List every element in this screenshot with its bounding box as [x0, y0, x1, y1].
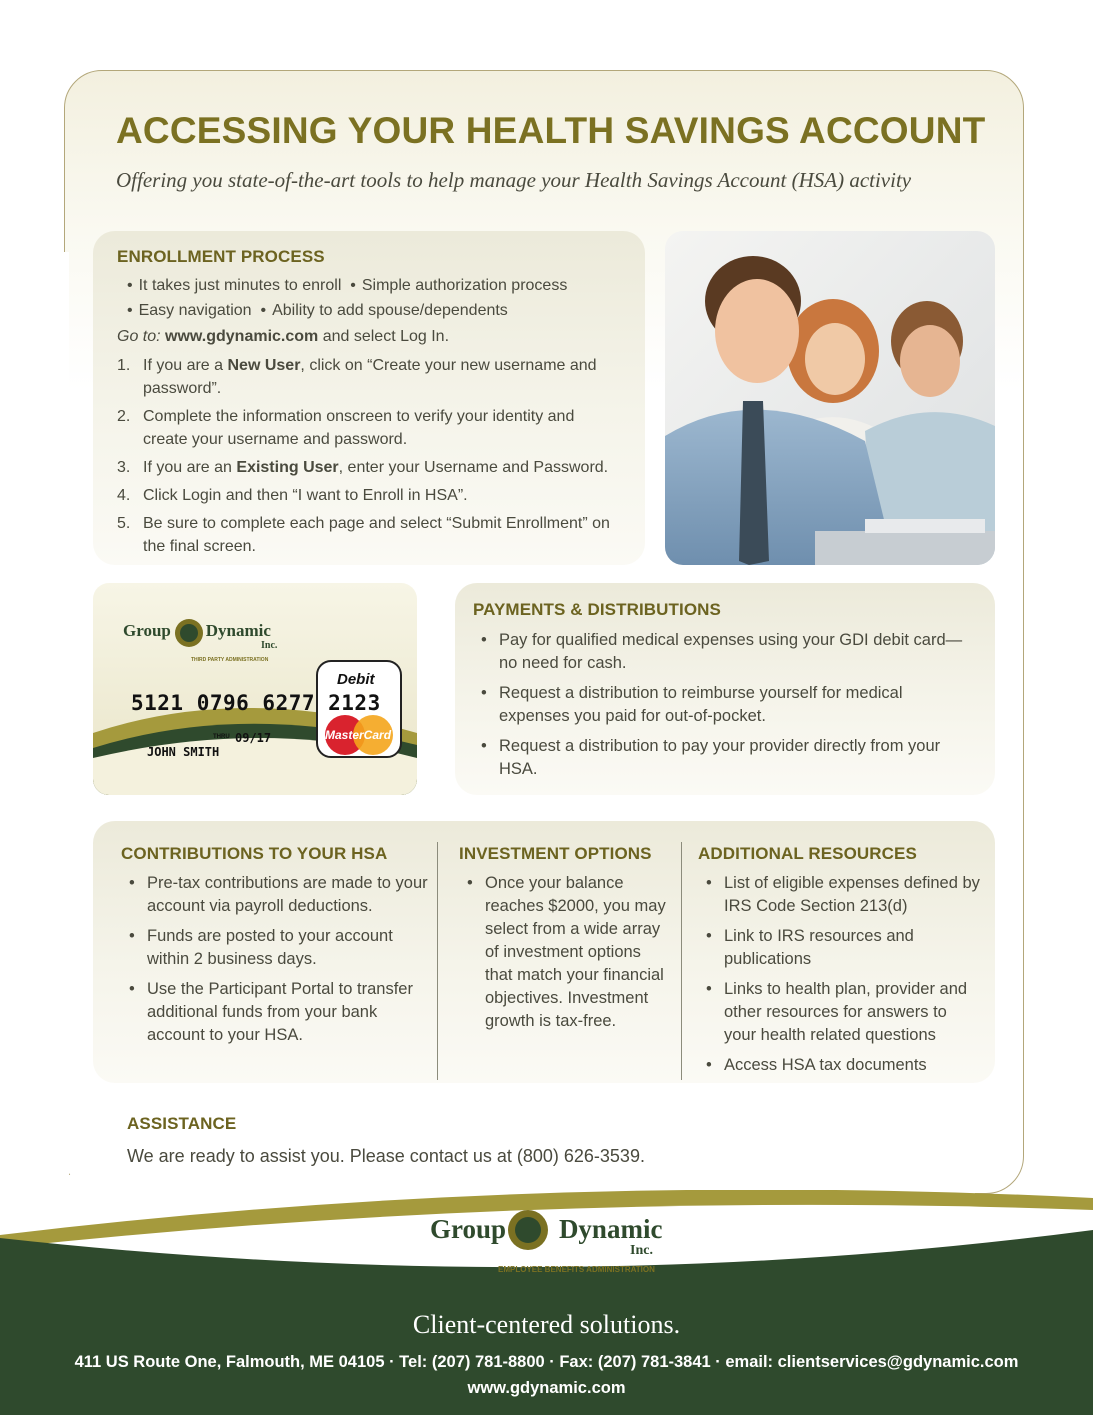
assistance-heading: ASSISTANCE — [127, 1114, 237, 1133]
list-item: • Once your balance reaches $2000, you may select from a wide array of investment options that match your financial objectives. Investment growth is tax-free. — [459, 872, 673, 1033]
footer-website-link[interactable]: www.gdynamic.com — [467, 1379, 626, 1397]
step-number: 2. — [117, 408, 131, 425]
resources-column — [698, 844, 983, 1084]
payments-list — [473, 629, 973, 781]
list-item: • Request a distribution to reimburse yourself for medical expenses you paid for out-of-pocket. — [473, 682, 973, 728]
investment-heading: INVESTMENT OPTIONS — [459, 844, 652, 863]
footer-logo-left: Group — [430, 1214, 507, 1244]
highlight-item: Easy navigation — [138, 302, 252, 319]
column-divider — [437, 842, 438, 1080]
goto-line — [117, 325, 622, 348]
step-number: 1. — [117, 357, 131, 374]
list-item: • Links to health plan, provider and other resources for answers to your health related questions — [698, 978, 983, 1047]
list-item: • Pre-tax contributions are made to your account via payroll deductions. — [121, 872, 431, 918]
column-divider — [681, 842, 682, 1080]
list-item: • Use the Participant Portal to transfer additional funds from your bank account to your HSA. — [121, 978, 431, 1047]
payments-heading: PAYMENTS & DISTRIBUTIONS — [473, 600, 721, 619]
highlight-item: It takes just minutes to enroll — [138, 277, 342, 294]
highlight-item: Ability to add spouse/dependents — [272, 302, 508, 319]
enrollment-highlights: • It takes just minutes to enroll • Simple authorization process • Easy navigation • Ability to add spouse/dependents — [127, 277, 568, 319]
enrollment-steps — [117, 354, 622, 558]
card-brand-inc: Inc. — [261, 640, 278, 651]
footer-tagline: Client-centered solutions. — [412, 1310, 681, 1339]
list-item: • List of eligible expenses defined by IRS Code Section 213(d) — [698, 872, 983, 918]
resources-list — [698, 872, 983, 1077]
step-number: 4. — [117, 487, 131, 504]
footer-logo-sub: EMPLOYEE BENEFITS ADMINISTRATION — [498, 1265, 655, 1274]
card-thru-label: THRU — [213, 734, 230, 740]
enrollment-heading: ENROLLMENT PROCESS — [117, 247, 325, 266]
enrollment-panel — [93, 231, 645, 565]
page-subtitle: Offering you state-of-the-art tools to help manage your Health Savings Account (HSA) activity — [116, 168, 912, 192]
step-item: 1. If you are a New User, click on “Create your new username and password”. — [117, 354, 622, 400]
footer-logo-inc: Inc. — [630, 1243, 653, 1258]
people-at-computer-photo — [665, 231, 995, 565]
highlight-item: Simple authorization process — [361, 277, 568, 294]
investment-list — [459, 872, 673, 1033]
payments-panel — [455, 583, 995, 795]
footer-logo-right: Dynamic — [558, 1214, 663, 1244]
footer-logo — [430, 1214, 662, 1245]
list-item: • Funds are posted to your account within 2 business days. — [121, 925, 431, 971]
goto-label: Go to: — [117, 328, 161, 345]
resources-heading: ADDITIONAL RESOURCES — [698, 844, 917, 863]
card-brand-sub: THIRD PARTY ADMINISTRATION — [191, 657, 269, 663]
list-item: • Request a distribution to pay your provider directly from your HSA. — [473, 735, 973, 781]
step-item: 5. Be sure to complete each page and select “Submit Enrollment” on the final screen. — [117, 512, 622, 558]
card-holder: JOHN SMITH — [147, 745, 220, 759]
step-item: 2. Complete the information onscreen to verify your identity and create your username and password. — [117, 405, 622, 451]
debit-card-image — [93, 583, 417, 795]
card-expiry: 09/17 — [235, 731, 272, 745]
contributions-heading: CONTRIBUTIONS TO YOUR HSA — [121, 844, 388, 863]
list-item: • Link to IRS resources and publications — [698, 925, 983, 971]
frame-gap — [55, 252, 69, 1202]
contributions-column — [121, 844, 431, 1054]
list-item: • Access HSA tax documents — [698, 1054, 983, 1077]
contributions-list — [121, 872, 431, 1047]
page-title: ACCESSING YOUR HEALTH SAVINGS ACCOUNT — [116, 110, 986, 151]
step-number: 5. — [117, 515, 131, 532]
card-brand-logo: Group Dynamic — [123, 621, 271, 640]
card-number: 5121 0796 6277 2123 — [131, 691, 381, 715]
goto-link[interactable]: www.gdynamic.com — [165, 328, 319, 345]
footer-address: 411 US Route One, Falmouth, ME 04105 · Tel: (207) 781-8800 · Fax: (207) 781-3841 · email: clientservices@gdynamic.com — [74, 1353, 1019, 1371]
investment-column — [459, 844, 673, 1040]
card-debit-label: Debit — [337, 671, 375, 688]
mastercard-logo: MasterCard — [325, 728, 392, 742]
step-item: 3. If you are an Existing User, enter your Username and Password. — [117, 456, 622, 479]
list-item: • Pay for qualified medical expenses using your GDI debit card—no need for cash. — [473, 629, 973, 675]
goto-suffix: and select Log In. — [322, 328, 450, 345]
step-number: 3. — [117, 459, 131, 476]
step-item: 4. Click Login and then “I want to Enroll in HSA”. — [117, 484, 622, 507]
assistance-text: We are ready to assist you. Please contact us at (800) 626-3539. — [127, 1146, 645, 1166]
